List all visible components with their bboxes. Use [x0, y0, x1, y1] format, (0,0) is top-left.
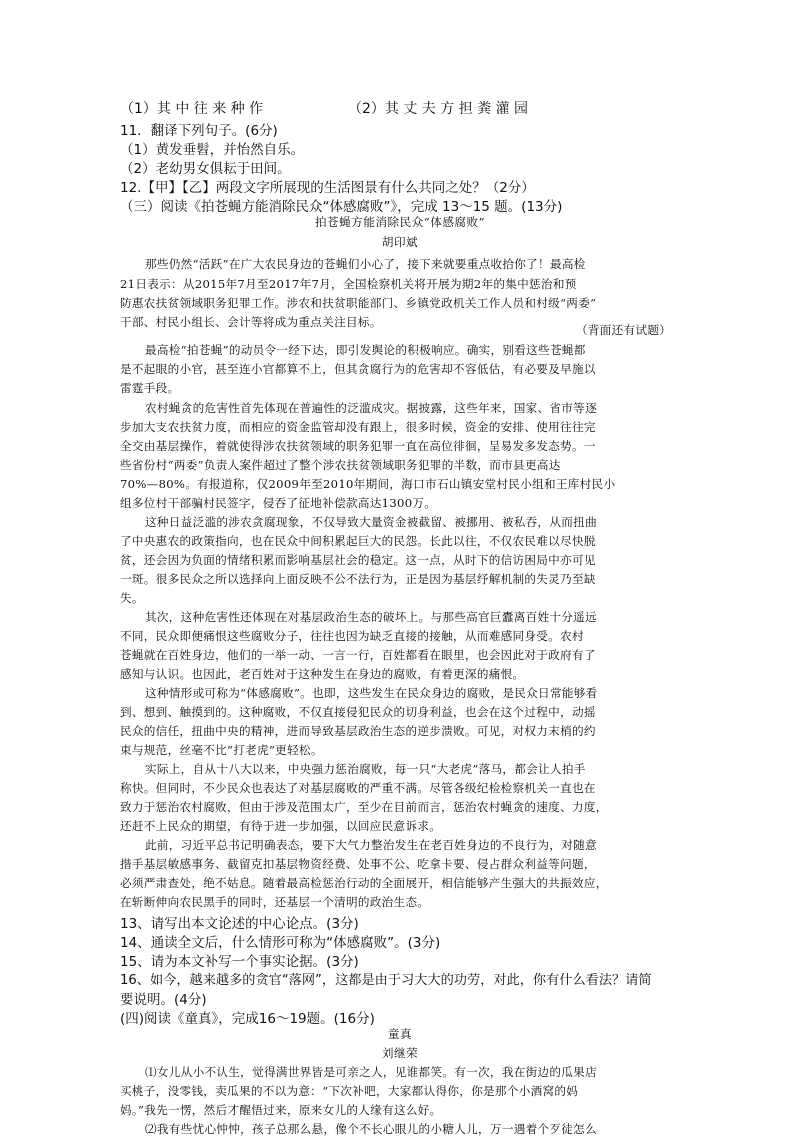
article-1-p6-line: 这种情形或可称为“体感腐败”。也即，这些发生在民众身边的腐败，是民众日常能够看: [145, 686, 598, 700]
q10-option-2: （2）其 丈 夫 方 担 粪 灌 园: [348, 101, 529, 117]
article-1-p1-line: 防惠农扶贫领域职务犯罪工作。涉农和扶贫职能部门、乡镇党政机关工作人员和村级“两委”: [120, 296, 597, 310]
article-1-p5-line: 其次，这种危害性还体现在对基层政治生态的破坏上。与那些高官巨蠹离百姓十分遥远: [145, 610, 597, 624]
article-1-p1-line: 干部、村民小组长、会计等将成为重点关注目标。: [120, 315, 382, 329]
article-1-p4-line: 贫，还会因为负面的情绪积累而影响基层社会的稳定。这一点，从时下的信访困局中亦可见: [120, 553, 596, 567]
article-1-p7-line: 实际上，自从十八大以来，中央强力惩治腐败，每一只“大老虎”落马，都会让人拍手: [145, 762, 586, 776]
article-1-p3-line: 些省份村“两委”负责人案件超过了整个涉农扶贫领域职务犯罪的半数，而市县更高达: [120, 458, 561, 472]
question-16-continued: 要说明。(4分): [120, 992, 207, 1008]
article-1-p7-line: 致力于惩治农村腐败，但由于涉及范围太广，至少在目前而言，惩治农村蝇贪的速度、力度，: [120, 800, 608, 814]
article-1-p5-line: 不同，民众即便痛恨这些腐败分子，往往也因为缺乏直接的接触，从而难感同身受。农村: [120, 629, 584, 643]
article-1-p6-line: 到、想到、触摸到的。这种腐败，不仅直接侵犯民众的切身利益，也会在这个过程中，动摇: [120, 705, 596, 719]
article-1-p4-line: 这种日益泛滥的涉农贪腐现象，不仅导致大量资金被截留、被挪用、被私吞，从而扭曲: [145, 515, 597, 529]
question-11-item-1: （1）黄发垂髫，并怡然自乐。: [120, 142, 305, 158]
article-1-p2-line: 是不起眼的小官，甚至连小官都算不上，但其贪腐行为的危害却不容低估，有必要及早施以: [120, 362, 596, 376]
article-1-p4-line: 一斑。很多民众之所以选择向上面反映不公不法行为，正是因为基层纾解机制的失灵乃至缺: [120, 572, 596, 586]
article-2-p2-line: ⑵我有些忧心忡忡，孩子总那么悬，像个不长心眼儿的小糖人儿，万一遇着个歹徒怎么: [145, 1122, 597, 1136]
question-16: 16、如今，越来越多的贪官“落网”，这都是由于习大大的功劳，对此，你有什么看法？请简: [120, 973, 652, 988]
article-1-p4-line: 失。: [120, 591, 144, 605]
article-2-p1-line: ⑴女儿从小不认生，觉得满世界皆是可亲之人，见谁都笑。有一次，我在街边的瓜果店: [145, 1065, 597, 1079]
article-1-p5-line: 苍蝇就在百姓身边，他们的一举一动、一言一行，百姓都看在眼里，也会因此对于政府有了: [120, 648, 596, 662]
article-2-title: 童真: [387, 1027, 413, 1041]
article-2-p1-line: 买桃子，没零钱，卖瓜果的不以为意：“下次补吧，大家都认得你，你是那个小酒窝的妈: [120, 1084, 579, 1098]
question-15: 15、请为本文补写一个事实论据。(3分): [120, 954, 359, 970]
article-1-p2-line: 雷霆手段。: [120, 381, 180, 395]
question-14: 14、通读全文后，什么情形可称为“体感腐败”。(3分): [120, 935, 441, 951]
article-1-p7-line: 还赶不上民众的期望，有待于进一步加强，以回应民意诉求。: [120, 819, 442, 833]
article-1-p1-line: 那些仍然“活跃”在广大农民身边的苍蝇们小心了，接下来就要重点收拾你了！最高检: [145, 257, 586, 271]
article-1-author: 胡印斌: [381, 235, 419, 249]
article-1-p8-line: 揩手基层敏感事务、截留克扣基层物资经费、处事不公、吃拿卡要、侵占群众利益等问题，: [120, 857, 596, 871]
q10-option-1: （1）其 中 往 来 种 作: [120, 101, 264, 117]
question-11-item-2: （2）老幼男女俱耘于田间。: [120, 161, 291, 177]
article-1-p1-line: 21日表示：从2015年7月至2017年7月，全国检察机关将开展为期2年的集中惩治和预: [120, 277, 577, 291]
article-1-p3-line: 全交由基层操作，着就使得涉农扶贫领域的职务犯罪一直在高位徘徊，呈易发多发态势。一: [120, 439, 596, 453]
back-page-note: （背面还有试题）: [576, 323, 672, 337]
question-11: 11．翻译下列句子。(6分): [120, 123, 278, 139]
article-1-p2-line: 最高检“拍苍蝇”的动员令一经下达，即引发舆论的积极响应。确实，别看这些苍蝇都: [145, 343, 586, 357]
article-1-p7-line: 称快。但同时，不少民众也表达了对基层腐败的严重不满。尽管各级纪检检察机关一直也在: [120, 781, 596, 795]
article-1-p3-line: 步加大支农扶贫力度，而相应的资金监管却没有跟上，很多时候，资金的安排、使用往往完: [120, 420, 596, 434]
question-13: 13、请写出本文论述的中心论点。(3分): [120, 916, 359, 932]
article-1-p8-line: 必须严肃查处，绝不姑息。随着最高检惩治行动的全面展开，相信能够产生强大的共振效应，: [120, 876, 608, 890]
article-1-p6-line: 民众的信任，扭曲中央的精神，进而导致基层政治生态的逆步溃败。可见，对权力末梢的约: [120, 724, 596, 738]
article-1-p3-line: 农村蝇贪的危害性首先体现在普遍性的泛滥成灾。据披露，这些年来，国家、省市等逐: [145, 401, 597, 415]
article-1-p8-line: 在斩断伸向农民黑手的同时，还基层一个清明的政治生态。: [120, 895, 430, 909]
article-1-p4-line: 了中央惠农的政策指向，也在民众中间积累起巨大的民怨。长此以往，不仅农民难以尽快脱: [120, 534, 596, 548]
question-12: 12.【甲】【乙】两段文字所展现的生活图景有什么共同之处？（2分）: [120, 180, 535, 196]
article-1-title: 拍苍蝇方能消除民众“体感腐败”: [314, 215, 486, 229]
section-3-heading: （三）阅读《拍苍蝇方能消除民众“体感腐败”》，完成 13～15 题。(13分): [120, 199, 563, 215]
article-2-author: 刘继荣: [381, 1046, 419, 1060]
article-1-p8-line: 此前，习近平总书记明确表态，要下大气力整治发生在老百姓身边的不良行为，对随意: [145, 838, 597, 852]
article-1-p3-line: 70%—80%。有报道称，仅2009年至2010年期间，海口市石山镇安堂村民小组和王库村民小: [120, 477, 616, 491]
article-1-p3-line: 组多位村干部骗村民签字，侵吞了征地补偿款高达1300万。: [120, 496, 437, 510]
article-2-p1-line: 妈。”我先一愣，然后才醒悟过来，原来女儿的人缘有这么好。: [120, 1103, 442, 1117]
article-1-p6-line: 束与规范，丝毫不比“打老虎”更轻松。: [120, 743, 323, 757]
section-4-heading: (四)阅读《童真》，完成16～19题。(16分): [120, 1011, 375, 1027]
article-1-p5-line: 感知与认识。也因此，老百姓对于这种发生在身边的腐败，有着更深的痛恨。: [120, 667, 525, 681]
